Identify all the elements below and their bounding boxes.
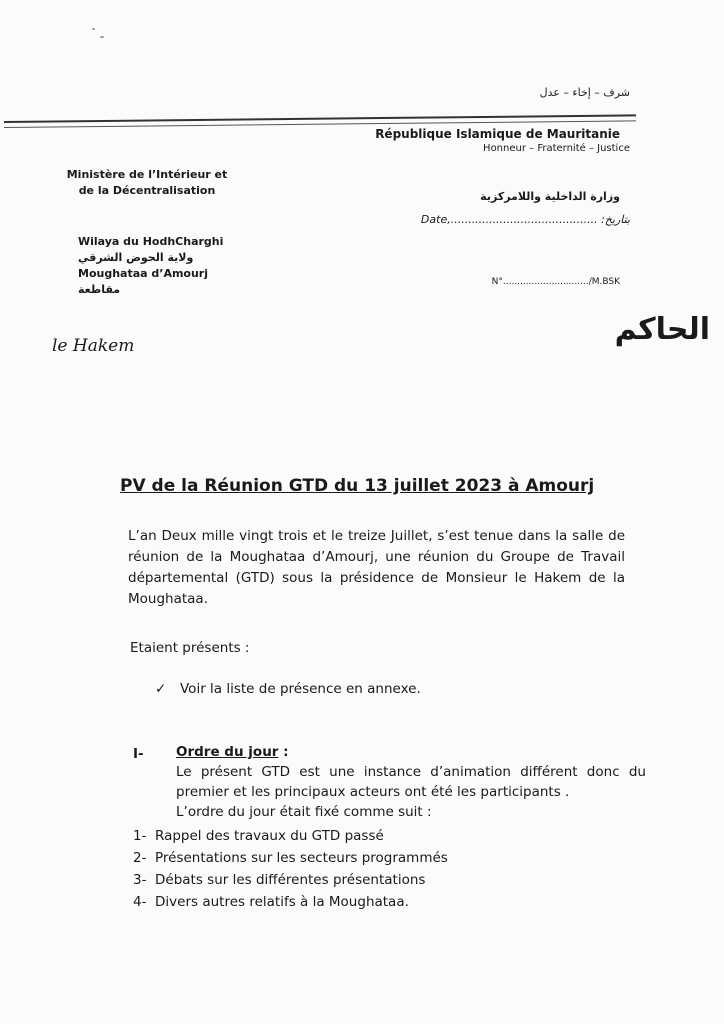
agenda-number: 4- xyxy=(133,894,147,910)
reference-number: N°............................../M.BSK xyxy=(491,277,620,287)
section-body xyxy=(176,762,646,822)
hakem-french: le Hakem xyxy=(52,336,135,356)
intro-paragraph: L’an Deux mille vingt trois et le treize Juillet, s’est tenue dans la salle de réunion de la Moughataa d’Amourj, une réunion du Groupe de Travail départemental (GTD) sous la présidence de Monsieur le Hakem de la Moughataa. xyxy=(128,528,625,607)
moughataa-arabic: مقاطعة xyxy=(78,283,121,296)
agenda-text: Présentations sur les secteurs programmés xyxy=(155,850,448,866)
section-body-intro: L’ordre du jour était fixé comme suit : xyxy=(176,804,432,820)
section-number: I- xyxy=(133,746,144,762)
agenda-number: 2- xyxy=(133,850,147,866)
ministry-line-1: Ministère de l’Intérieur et xyxy=(66,168,228,181)
moughataa-french: Moughataa d’Amourj xyxy=(78,267,209,280)
list-item xyxy=(133,825,553,847)
republic-name: République Islamique de Mauritanie xyxy=(375,127,620,141)
agenda-number: 3- xyxy=(133,872,147,888)
presents-label: Etaient présents : xyxy=(130,640,250,656)
national-devise: Honneur – Fraternité – Justice xyxy=(483,143,630,154)
list-item xyxy=(133,847,553,869)
check-icon: ✓ xyxy=(155,681,167,697)
motto-arabic: شرف – إخاء – عدل xyxy=(539,86,630,99)
ministry-french xyxy=(62,167,232,199)
wilaya-block xyxy=(78,234,258,298)
agenda-number: 1- xyxy=(133,828,147,844)
agenda-list xyxy=(133,825,553,913)
wilaya-arabic: ولاية الحوض الشرقي xyxy=(78,251,194,264)
agenda-text: Divers autres relatifs à la Moughataa. xyxy=(155,894,409,910)
list-item xyxy=(133,869,553,891)
scan-speck xyxy=(100,36,104,38)
ministry-line-2: de la Décentralisation xyxy=(78,184,216,197)
agenda-text: Rappel des travaux du GTD passé xyxy=(155,828,384,844)
list-item xyxy=(133,891,553,913)
presents-item: Voir la liste de présence en annexe. xyxy=(180,681,421,697)
section-colon: : xyxy=(278,744,289,760)
hakem-arabic: الحاكم xyxy=(614,312,710,347)
ministry-arabic: وزارة الداخلية واللامركزية xyxy=(480,190,620,203)
document-title: PV de la Réunion GTD du 13 juillet 2023 à Amourj xyxy=(120,476,595,496)
date-line: Date,.......................................... :بتاريخ xyxy=(420,213,630,226)
section-title: Ordre du jour xyxy=(176,744,279,760)
section-body-paragraph: Le présent GTD est une instance d’animation différent donc du premier et les principaux acteurs ont été les participants . xyxy=(176,764,646,800)
agenda-text: Débats sur les différentes présentations xyxy=(155,872,426,888)
section-heading xyxy=(176,744,289,760)
wilaya-french: Wilaya du HodhCharghi xyxy=(78,235,224,248)
scan-speck xyxy=(92,28,95,30)
